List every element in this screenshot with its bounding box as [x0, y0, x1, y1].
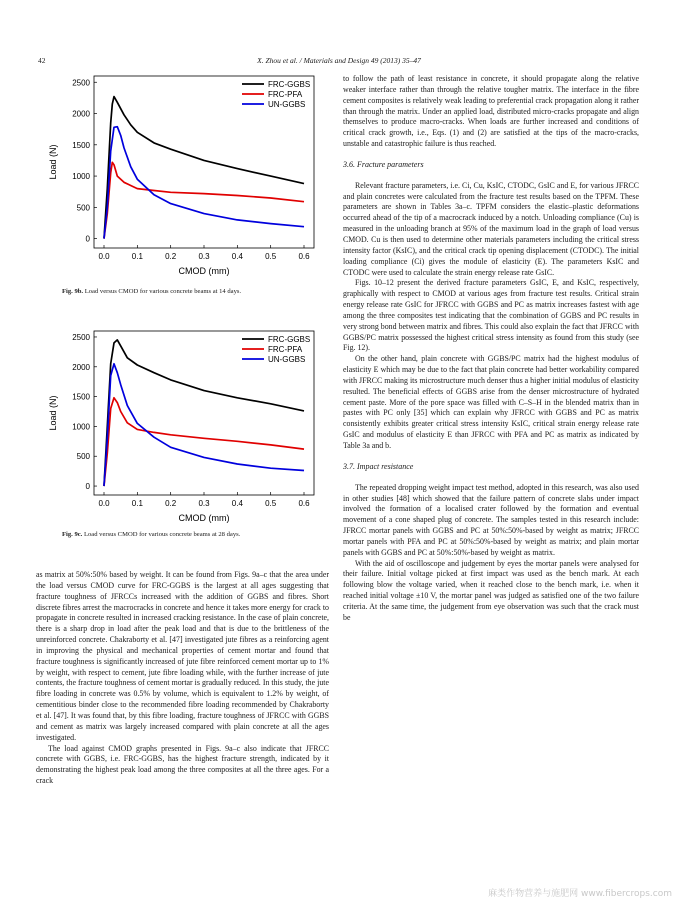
- watermark: [488, 886, 672, 899]
- x-tick-label: 0.2: [165, 499, 177, 508]
- x-tick-label: 0.1: [131, 252, 143, 261]
- x-tick-label: 0.0: [98, 252, 110, 261]
- y-tick-label: 2000: [72, 109, 90, 119]
- series-line-un-ggbs: [104, 364, 304, 486]
- x-tick-label: 0.4: [231, 252, 243, 261]
- watermark-cn: 麻类作物营养与施肥网: [488, 889, 579, 899]
- x-tick-label: 0.0: [98, 499, 110, 508]
- y-tick-label: 500: [76, 452, 90, 462]
- x-axis-label: CMOD (mm): [178, 266, 230, 276]
- paragraph: to follow the path of least resistance in concrete, it should propagate along the relative weaker interface rather than through the relative tougher matrix. The interface in the fibre cement composites is relatively weak leading to preferential crack propagation along it rather than through the matrix. Under an applied load, distributed micro-cracks propagate and align themselves to produce macro-cracks. When loads are further increased and conditions of critical crack growth, i.e., Eqs. (1) and (2) are satisfied at the tips of the macro-cracks, unstable and catastrophic failure is thus reached.: [343, 74, 639, 149]
- x-tick-label: 0.1: [131, 499, 143, 508]
- y-tick-label: 2000: [72, 362, 90, 372]
- y-axis-label: Load (N): [48, 395, 58, 431]
- y-tick-label: 1500: [72, 140, 90, 150]
- y-tick-label: 1000: [72, 172, 90, 182]
- x-tick-label: 0.3: [198, 252, 210, 261]
- x-tick-label: 0.6: [298, 499, 310, 508]
- y-tick-label: 1000: [72, 422, 90, 432]
- legend-label: FRC-PFA: [268, 90, 303, 99]
- section-heading: 3.7. Impact resistance: [343, 461, 414, 471]
- y-tick-label: 2500: [72, 332, 90, 342]
- paragraph: Figs. 10–12 present the derived fracture parameters GsIC, E, and KsIC, respectively, graphically with respect to CMOD at various ages from fracture test results. Critical strain energy release rate GsIC for JFRCC with GGBS and PC as matrix increases fastest with age among the three composites test indicating that the combination of GGBS and PC results in very strong bond between matrix and fibres. This could also explain the fact that JFRCC with GGBS/PC matrix possessed the highest critical stress intensity as found from this study (see Fig. 12).: [343, 278, 639, 353]
- paragraph: Relevant fracture parameters, i.e. Ci, Cu, KsIC, CTODC, GsIC and E, for various JFRCC and plain concretes were calculated from the fracture test results based on the TPFM. These parameters are shown in Tables 3a–c. TPFM considers the elastic–plastic deformations occurred ahead of the tip of a macrocrack induced by a notch. Unloading compliance (Cu) is measured in the unloading branch at 95% of the maximum load in the graph of load versus CMOD. Cu is then used to determine other materials parameters including the critical stress intensity factor (KsIC), and the critical crack tip opening displacement (CTODC). The initial loading compliance (Ci) gives the module of elasticity (E). The parameters KsIC and CTODC were used to calculate the strain energy release rate GsIC.: [343, 180, 639, 277]
- x-tick-label: 0.2: [165, 252, 177, 261]
- watermark-url: www.fibercrops.com: [581, 889, 672, 899]
- legend-label: FRC-GGBS: [268, 335, 311, 344]
- legend-label: UN-GGBS: [268, 355, 306, 364]
- x-tick-label: 0.5: [265, 499, 277, 508]
- x-axis-label: CMOD (mm): [178, 513, 230, 523]
- paragraph: as matrix at 50%:50% based by weight. It can be found from Figs. 9a–c that the area under the load versus CMOD curve for FRC-GGBS is the largest at all ages suggesting that fracture toughness of JFRCCs increased with the addition of GGBS and fibres. Short discrete fibres arrest the macrocracks in concrete and hence it takes more energy for crack to propagate in concrete resulted in increased cracking resistance. In the case of plain concrete, there is a sharp drop in load after the peak load and that is due to the brittleness of the unreinforced concrete. Chakraborty et al. [47] investigated jute fibres as a reinforcing agent in improving the physical and mechanical properties of cement mortar and found that fracture toughness is significantly increased of jute fibre reinforced cement mortar up to 1% by weight, with respect to cement, jute fibre loading while, with the further increase of jute contents, the fracture toughness of cement mortar is gradually reduced. In this study, the jute fibre loading in concrete was 0.5% by volume, which is equivalent to 1.2% by weight, of cementitious binder close to the recommended fibre loading recommended by Chakraborty et al. [47]. It was found that, by this fibre loading, fracture toughness of JFRCC with GGBS and cement as matrix was largely increased compared with plain concrete at all the ages investigated.: [36, 570, 329, 742]
- caption-text: Load versus CMOD for various concrete beams at 14 days.: [84, 288, 242, 295]
- paragraph: The load against CMOD graphs presented in Figs. 9a–c also indicate that JFRCC concrete with GGBS, i.e. FRC-GGBS, has the highest fracture strength, indicated by it demonstrating the highest peak load among the three composites at all the three ages. For a crack: [36, 743, 329, 786]
- running-title: X. Zhou et al. / Materials and Design 49 (2013) 35–47: [257, 56, 421, 65]
- y-tick-label: 1500: [72, 392, 90, 402]
- x-tick-label: 0.3: [198, 499, 210, 508]
- x-tick-label: 0.4: [231, 499, 243, 508]
- paragraph: On the other hand, plain concrete with GGBS/PC matrix had the highest modulus of elasticity E which may be due to the fact that plain concrete had better workability compared with JFRCC making its microstructure much denser thus a higher initial modulus of elasticity resulted. The beneficial effects of GGBS arise from the denser microstructure of hydrated cement paste. More of the pore space was filled with C–S–H in the blended matrix than in pastes with PC only [35] which can explain why JFRCC with GGBS and PC as matrix consistently exhibits greater critical stress intensity KsIC, critical strain energy release rate GsIC and modulus of elasticity E than JFRCC with PFA and PC as matrix as indicated by Table 3a and b.: [343, 354, 639, 450]
- right-column: [343, 74, 639, 624]
- y-axis-label: Load (N): [48, 144, 58, 180]
- figure-9b-caption: [62, 288, 332, 295]
- figure-9c-chart: [36, 325, 326, 525]
- x-tick-label: 0.6: [298, 252, 310, 261]
- caption-label: Fig. 9b.: [62, 288, 84, 295]
- legend-label: UN-GGBS: [268, 100, 306, 109]
- x-tick-label: 0.5: [265, 252, 277, 261]
- figure-9b-chart: [36, 70, 326, 280]
- left-column: [36, 570, 329, 787]
- y-tick-label: 500: [76, 203, 90, 213]
- paragraph: With the aid of oscilloscope and judgement by eyes the mortar panels were analysed for their failure. Initial voltage picked at first impact was used as the bench mark. At each following blow the voltage varied, when it reached close to the bench mark, i.e. when it reached initial voltage ±10 V, the mortar panel was judged as satisfied one of the two failure criteria. At the same time, the judgement from eye observation was such that the crack must be: [343, 558, 639, 622]
- figure-9c-caption: [62, 531, 332, 538]
- series-line-frc-ggbs: [104, 97, 304, 239]
- legend-label: FRC-GGBS: [268, 80, 311, 89]
- paragraph: The repeated dropping weight impact test method, adopted in this research, was also used in other studies [48] which showed that the failure pattern of concrete slabs under impact involved the formation of a localised crater followed by the formation and eventual movement of a cone shaped plug of concrete. The samples tested in this research include: JFRCC mortar panels with GGBS and PC at 50%:50%-based by weight as matrix; JFRCC mortar panels with PFA and PC at 50%:50%-based by weight as matrix; and plain mortar panels with GGBS and PC at 50%:50%-based by weight as matrix.: [343, 482, 639, 557]
- caption-text: Load versus CMOD for various concrete beams at 28 days.: [83, 531, 241, 538]
- y-tick-label: 0: [85, 482, 90, 492]
- series-line-frc-pfa: [104, 398, 304, 486]
- legend-label: FRC-PFA: [268, 345, 303, 354]
- series-line-un-ggbs: [104, 127, 304, 239]
- y-tick-label: 2500: [72, 78, 90, 88]
- section-heading: 3.6. Fracture parameters: [343, 159, 424, 169]
- caption-label: Fig. 9c.: [62, 531, 83, 538]
- page-number: 42: [38, 56, 46, 65]
- y-tick-label: 0: [85, 234, 90, 244]
